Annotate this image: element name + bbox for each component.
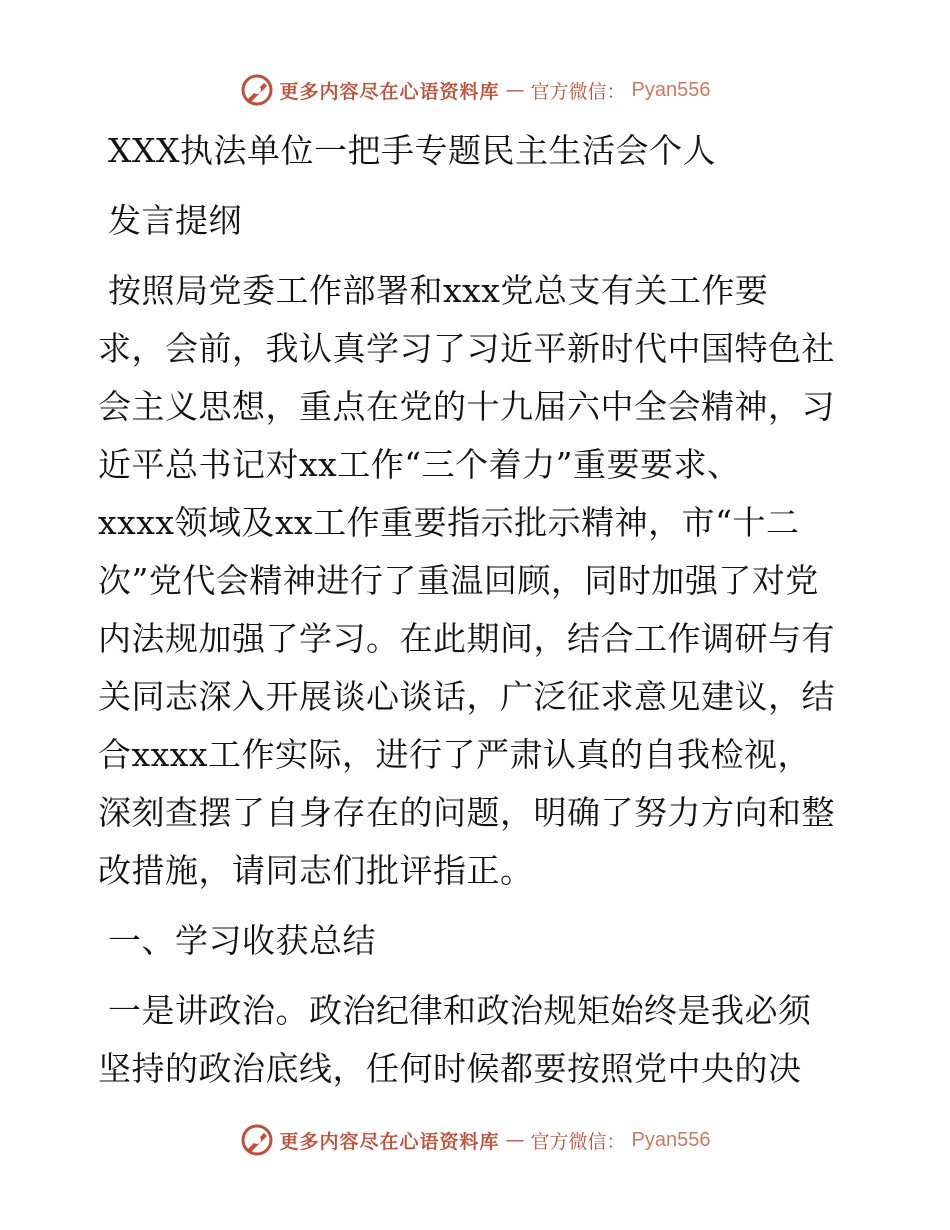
paragraph-section-1	[98, 982, 850, 1098]
paragraph-line: 坚持的政治底线，任何时候都要按照党中央的决	[98, 1049, 802, 1088]
banner-account-id: Pyan556	[631, 78, 711, 101]
paragraph-line: 改措施，请同志们批评指正。	[98, 851, 534, 890]
paragraph-line: 近平总书记对xx工作“三个着力”重要要求、	[98, 445, 741, 484]
banner-brand-text: 更多内容尽在心语资料库	[279, 1130, 500, 1153]
banner-brand-text: 更多内容尽在心语资料库	[279, 80, 500, 103]
paragraph-line: 内法规加强了学习。在此期间，结合工作调研与有	[98, 619, 835, 658]
document-body	[98, 122, 850, 1098]
paragraph-line: 求，会前，我认真学习了习近平新时代中国特色社	[98, 329, 835, 368]
header-watermark-banner	[0, 70, 950, 110]
paragraph-intro	[98, 262, 850, 900]
banner-official-label: 官方微信：	[530, 1130, 626, 1153]
paragraph-line: 按照局党委工作部署和xxx党总支有关工作要	[108, 271, 769, 310]
document-title-line-2: 发言提纲	[108, 201, 242, 240]
pen-logo-icon	[240, 1123, 274, 1157]
banner-separator: —	[505, 79, 525, 101]
banner-official-label: 官方微信：	[530, 80, 626, 103]
paragraph-line: 会主义思想，重点在党的十九届六中全会精神，习	[98, 387, 835, 426]
paragraph-line: 次”党代会精神进行了重温回顾，同时加强了对党	[98, 561, 819, 600]
paragraph-line: 一是讲政治。政治纪律和政治规矩始终是我必须	[108, 991, 812, 1030]
paragraph-line: 关同志深入开展谈心谈话，广泛征求意见建议，结	[98, 677, 835, 716]
banner-account-id: Pyan556	[631, 1128, 711, 1151]
pen-logo-icon	[240, 73, 274, 107]
paragraph-line: 合xxxx工作实际，进行了严肃认真的自我检视，	[98, 735, 811, 774]
paragraph-line: xxxx领域及xx工作重要指示批示精神，市“十二	[98, 503, 800, 542]
paragraph-line: 深刻查摆了自身存在的问题，明确了努力方向和整	[98, 793, 835, 832]
footer-watermark-banner	[0, 1120, 950, 1160]
section-heading-1: 一、学习收获总结	[108, 921, 376, 960]
banner-separator: —	[505, 1129, 525, 1151]
document-title-line-1: XXX执法单位一把手专题民主生活会个人	[108, 131, 716, 170]
